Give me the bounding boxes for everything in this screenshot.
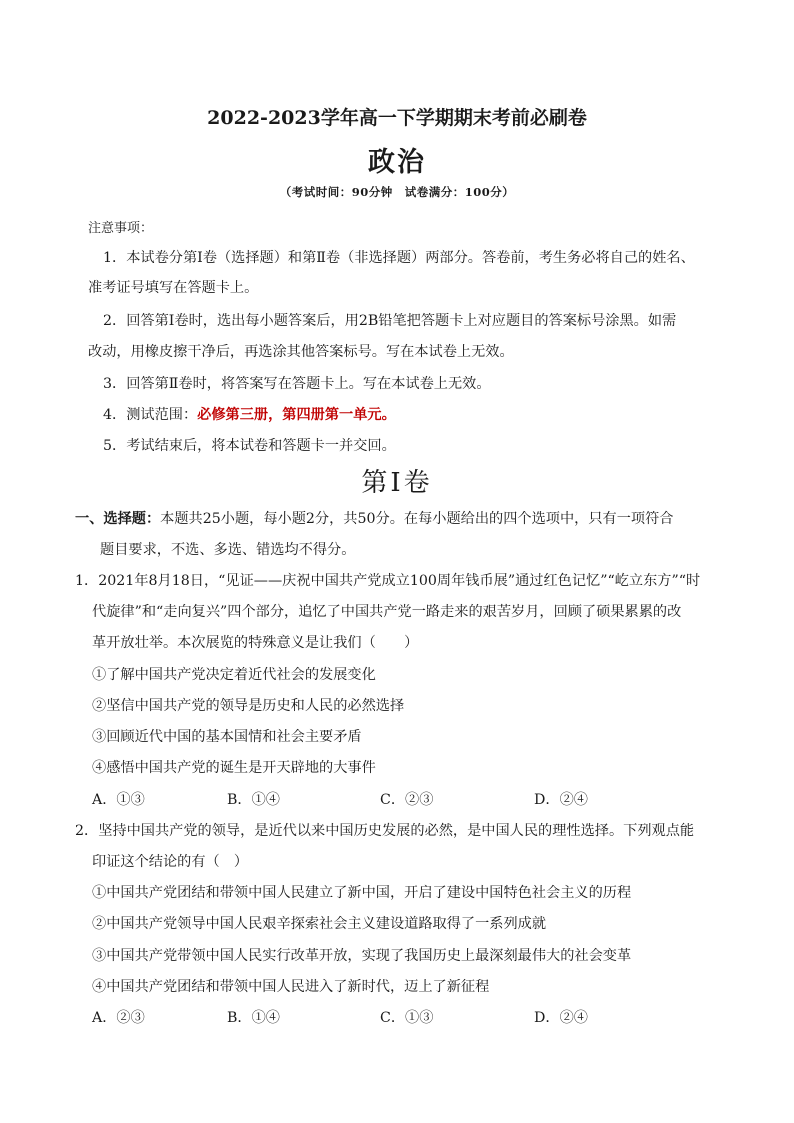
- notes-heading: 注意事项：: [88, 221, 154, 236]
- note-1-line-1: 1．本试卷分第Ⅰ卷（选择题）和第Ⅱ卷（非选择题）两部分。答卷前，考生务必将自己的姓名、: [103, 250, 695, 266]
- question-2-stem-line-1: 2．坚持中国共产党的领导，是近代以来中国历史发展的必然，是中国人民的理性选择。下列观点能: [75, 823, 695, 839]
- section-instruction-prefix: 一、选择题：: [75, 511, 161, 527]
- question-2-statement-2: ②中国共产党领导中国人民艰辛探索社会主义建设道路取得了一系列成就: [92, 916, 547, 932]
- note-3: 3．回答第Ⅱ卷时，将答案写在答题卡上。写在本试卷上无效。: [103, 376, 491, 392]
- question-2-statement-1: ①中国共产党团结和带领中国人民建立了新中国，开启了建设中国特色社会主义的历程: [92, 885, 632, 901]
- question-1-option-c[interactable]: C．②③: [380, 792, 434, 808]
- exam-title: 2022-2023学年高一下学期期末考前必刷卷: [207, 107, 587, 129]
- question-1-option-d[interactable]: D．②④: [534, 792, 588, 808]
- question-1-statement-2: ②坚信中国共产党的领导是历史和人民的必然选择: [92, 698, 405, 714]
- question-1-stem-line-1: 1．2021年8月18日，“见证——庆祝中国共产党成立100周年钱币展”通过红色记忆”“屹立东方”“时: [75, 573, 701, 589]
- question-1-statement-3: ③回顾近代中国的基本国情和社会主要矛盾: [92, 729, 362, 745]
- question-1-stem-line-2: 代旋律”和“走向复兴”四个部分，追忆了中国共产党一路走来的艰苦岁月，回顾了硕果累累的改: [92, 604, 682, 620]
- question-2-statement-4: ④中国共产党团结和带领中国人民进入了新时代，迈上了新征程: [92, 979, 490, 995]
- question-1-statement-4: ④感悟中国共产党的诞生是开天辟地的大事件: [92, 760, 376, 776]
- question-2-option-d[interactable]: D．②④: [534, 1010, 588, 1026]
- section-instruction-line-1: [75, 508, 673, 528]
- question-2-option-a[interactable]: A．②③: [92, 1010, 145, 1026]
- note-4-scope: 必修第三册，第四册第一单元。: [197, 407, 396, 423]
- question-2-option-b[interactable]: B．①④: [227, 1010, 280, 1026]
- note-4-prefix: 4．测试范围：: [103, 407, 198, 423]
- note-1-line-2: 准考证号填写在答题卡上。: [88, 280, 259, 296]
- note-2-line-2: 改动，用橡皮擦干净后，再选涂其他答案标号。写在本试卷上无效。: [88, 344, 514, 360]
- question-2-statement-3: ③中国共产党带领中国人民实行改革开放，实现了我国历史上最深刻最伟大的社会变革: [92, 948, 632, 964]
- question-1-stem-line-3: 革开放壮举。本次展览的特殊意义是让我们（ ）: [92, 635, 419, 651]
- question-2-stem-line-2: 印证这个结论的有（ ）: [92, 854, 249, 870]
- section-instruction-line-2: 题目要求，不选、多选、错选均不得分。: [100, 542, 356, 558]
- question-2-option-c[interactable]: C．①③: [380, 1010, 434, 1026]
- note-5: 5．考试结束后，将本试卷和答题卡一并交回。: [103, 438, 396, 454]
- section-instruction-rest: 本题共25小题，每小题2分，共50分。在每小题给出的四个选项中，只有一项符合: [160, 511, 674, 527]
- question-1-statement-1: ①了解中国共产党决定着近代社会的发展变化: [92, 667, 376, 683]
- question-1-option-b[interactable]: B．①④: [227, 792, 280, 808]
- subject-title: 政治: [368, 147, 426, 178]
- time-info: （考试时间：90分钟 试卷满分：100分）: [279, 185, 515, 199]
- note-2-line-1: 2．回答第Ⅰ卷时，选出每小题答案后，用2B铅笔把答题卡上对应题目的答案标号涂黑。如需: [103, 313, 677, 329]
- section-title: 第Ⅰ卷: [361, 468, 433, 498]
- question-1-option-a[interactable]: A．①③: [92, 792, 145, 808]
- note-4: [103, 404, 396, 424]
